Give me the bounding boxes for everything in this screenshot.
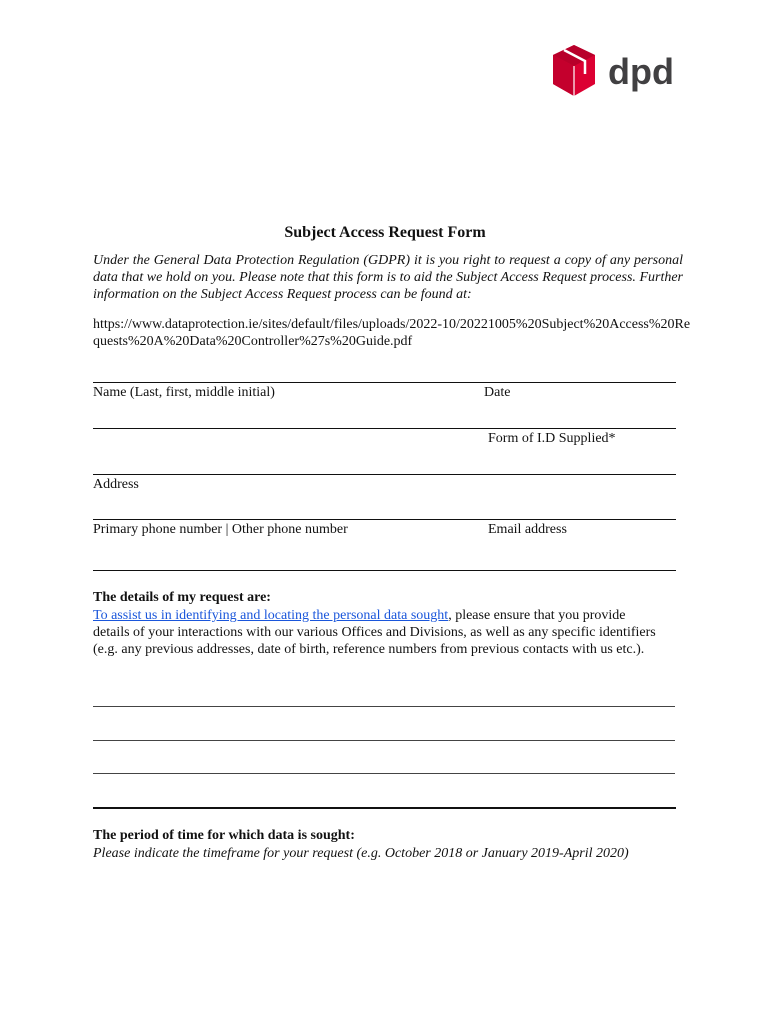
address-field-label: Address <box>93 477 139 492</box>
date-field-label: Date <box>484 385 511 400</box>
id-field-label: Form of I.D Supplied* <box>488 431 616 446</box>
request-answer-line[interactable] <box>93 773 675 774</box>
section-divider <box>93 807 676 809</box>
field-line <box>93 382 676 383</box>
identification-help-link[interactable]: To assist us in identifying and locating the personal data sought <box>93 608 449 623</box>
dpd-cube-icon <box>550 44 676 98</box>
email-field-label: Email address <box>488 522 567 537</box>
field-line <box>93 474 676 475</box>
guide-url: https://www.dataprotection.ie/sites/default/files/uploads/2022-10/20221005%20Subject%20Access%20Requests%20A%20Data%20Controller%27s%20Guide.pdf <box>93 317 691 349</box>
period-instructions: Please indicate the timeframe for your request (e.g. October 2018 or January 2019-April 2020) <box>93 846 629 861</box>
request-body-text: , please ensure that you provide details of your interactions with our various Offices and Divisions, as well as any specific identifiers (e.g. any previous addresses, date of birth, reference numbers from previous contacts with us etc.). <box>93 608 656 657</box>
intro-text: Under the General Data Protection Regulation (GDPR) it is you right to request a copy of any personal data that we hold on you. Please note that this form is to aid the Subject Access Request process. Further information on the Subject Access Request process can be found at: <box>93 253 683 302</box>
period-heading: The period of time for which data is sought: <box>93 828 355 843</box>
phone-field-label: Primary phone number | Other phone number <box>93 522 348 537</box>
name-field-label: Name (Last, first, middle initial) <box>93 385 275 400</box>
request-answer-line[interactable] <box>93 740 675 741</box>
field-line <box>93 428 676 429</box>
field-line <box>93 519 676 520</box>
request-instructions <box>93 607 663 658</box>
request-answer-line[interactable] <box>93 706 675 707</box>
dpd-logo <box>550 44 676 98</box>
request-heading: The details of my request are: <box>93 590 271 605</box>
page-title: Subject Access Request Form <box>284 224 486 241</box>
field-line <box>93 570 676 571</box>
dpd-wordmark: dpd <box>608 51 674 92</box>
